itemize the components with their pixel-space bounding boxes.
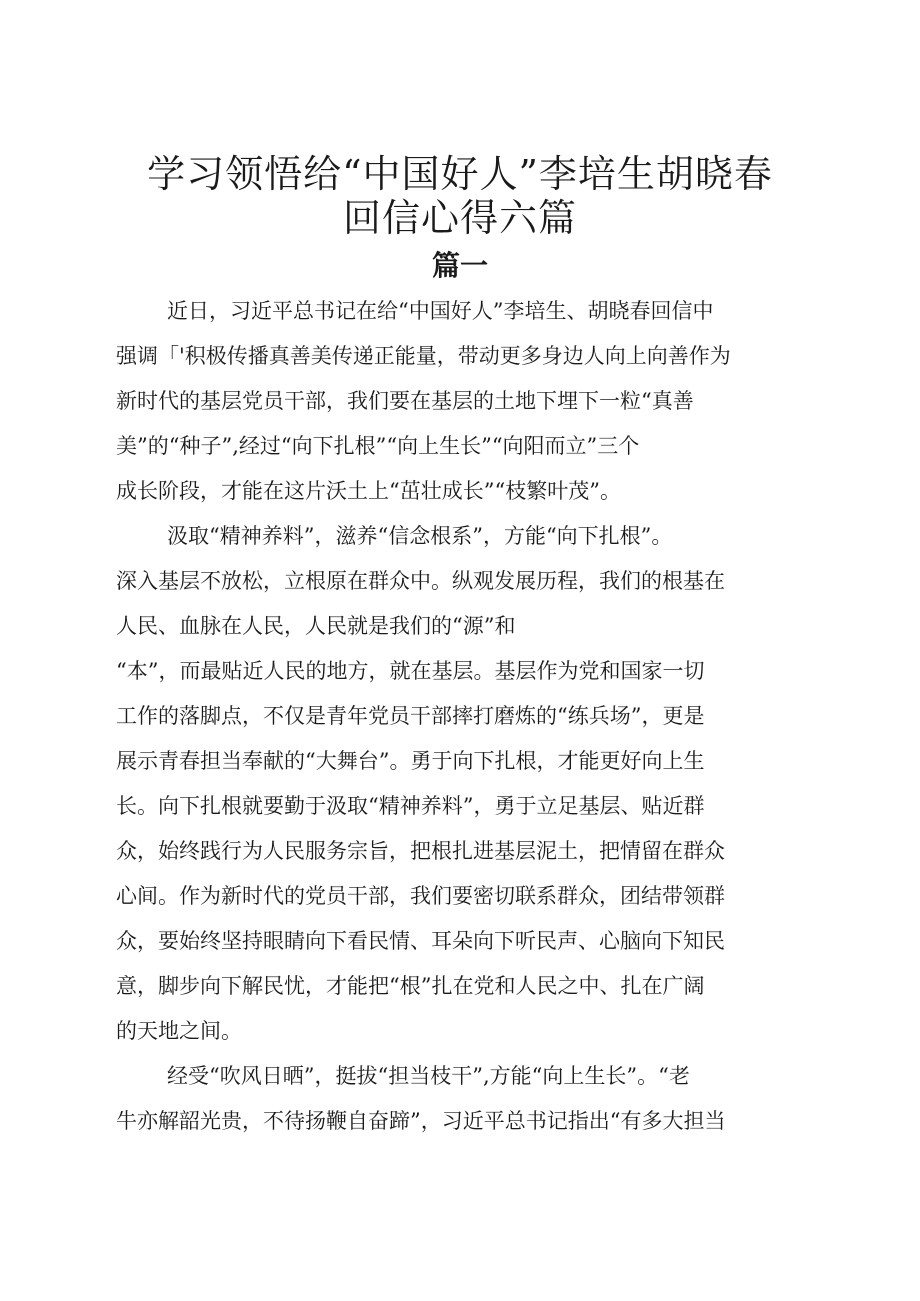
body-text-line: 展示青春担当奉献的“大舞台”。勇于向下扎根，才能更好向上生 xyxy=(116,749,705,773)
body-text-line: 强调「'积极传播真善美传递正能量，带动更多身边人向上向善作为 xyxy=(116,344,731,368)
body-text-line: 美”的“种子”,经过“向下扎根”“向上生长”“向阳而立”三个 xyxy=(116,434,640,458)
body-text-line: 的天地之间。 xyxy=(116,1019,242,1043)
document-title-line-1: 学习领悟给“中国好人”李培生胡晓春 xyxy=(147,152,773,196)
body-text-line: 深入基层不放松，立根原在群众中。纵观发展历程，我们的根基在 xyxy=(116,569,725,593)
body-text-line: 近日，习近平总书记在给“中国好人”李培生、胡晓春回信中 xyxy=(167,299,714,323)
body-text-line: 人民、血脉在人民，人民就是我们的“源”和 xyxy=(116,614,516,638)
body-text-line: 众，始终践行为人民服务宗旨，把根扎进基层泥土，把情留在群众 xyxy=(116,839,725,863)
body-text-line: 汲取“精神养料”，滋养“信念根系”，方能“向下扎根”。 xyxy=(167,524,673,548)
body-text-line: 成长阶段，才能在这片沃土上“茁壮成长”“枝繁叶茂”。 xyxy=(116,479,621,503)
body-text-line: 长。向下扎根就要勤于汲取“精神养料”，勇于立足基层、贴近群 xyxy=(116,794,705,818)
body-text-line: 新时代的基层党员干部，我们要在基层的土地下埋下一粒“真善 xyxy=(116,389,694,413)
body-text-line: 心间。作为新时代的党员干部，我们要密切联系群众，团结带领群 xyxy=(116,884,725,908)
body-text-line: 工作的落脚点，不仅是青年党员干部摔打磨炼的“练兵场”，更是 xyxy=(116,704,705,728)
section-heading: 篇一 xyxy=(431,249,488,282)
document-title-line-2: 回信心得六篇 xyxy=(342,196,577,240)
body-text-line: “本”，而最贴近人民的地方，就在基层。基层作为党和国家一切 xyxy=(116,659,705,683)
body-text-line: 众，要始终坚持眼睛向下看民情、耳朵向下听民声、心脑向下知民 xyxy=(116,929,725,953)
body-text-line: 经受“吹风日晒”，挺拔“担当枝干”,方能“向上生长”。“老 xyxy=(167,1064,690,1088)
body-text-line: 牛亦解韶光贵，不待扬鞭自奋蹄”，习近平总书记指出“有多大担当 xyxy=(116,1109,726,1133)
body-text-line: 意，脚步向下解民忧，才能把“根”扎在党和人民之中、扎在广阔 xyxy=(116,974,705,998)
